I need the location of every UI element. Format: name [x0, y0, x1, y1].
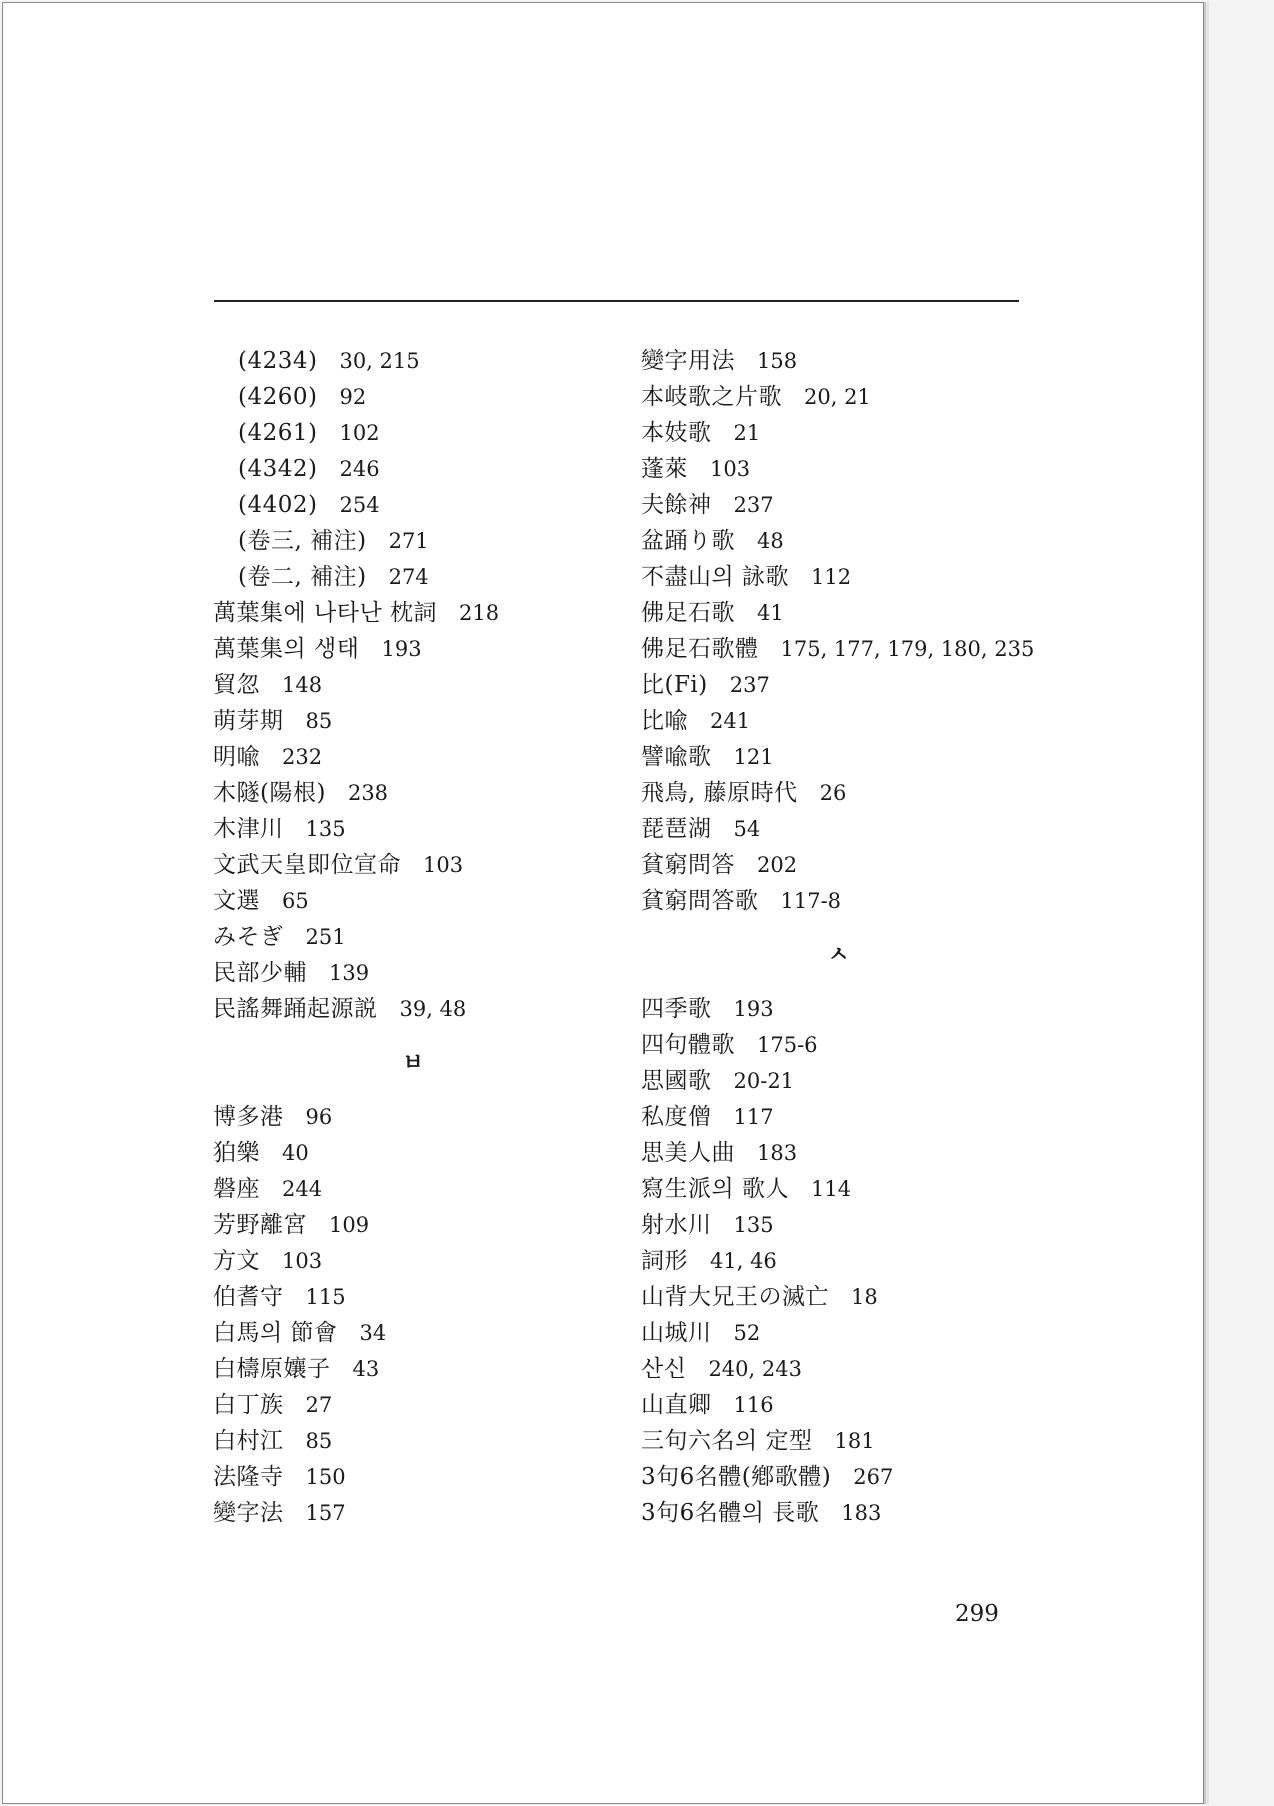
index-pages: 41, 46 [710, 1249, 777, 1273]
index-entry [641, 1063, 1061, 1099]
index-pages: 254 [339, 493, 380, 517]
index-pages: 102 [339, 421, 380, 445]
index-entry [213, 595, 613, 631]
index-term: 木隧(陽根) [213, 780, 326, 806]
page-number: 299 [955, 1601, 999, 1627]
index-pages: 54 [733, 817, 761, 841]
index-entry [213, 415, 613, 451]
index-term: 本妓歌 [641, 420, 712, 446]
index-entry [641, 883, 1061, 919]
index-entry [213, 1315, 613, 1351]
index-term: 比(Fi) [641, 672, 708, 698]
index-term: 博多港 [213, 1104, 284, 1130]
index-pages: 40 [282, 1141, 309, 1165]
index-entry [213, 847, 613, 883]
index-entry [213, 1207, 613, 1243]
index-column-right [641, 343, 1061, 1531]
index-pages: 39, 48 [399, 997, 467, 1021]
index-pages: 116 [733, 1393, 774, 1417]
index-pages: 48 [757, 529, 784, 553]
index-pages: 115 [305, 1285, 346, 1309]
index-pages: 183 [757, 1141, 798, 1165]
index-entry [641, 1495, 1061, 1531]
index-pages: 114 [811, 1177, 852, 1201]
index-pages: 65 [282, 889, 309, 913]
index-pages: 157 [305, 1501, 346, 1525]
index-entry [641, 451, 1061, 487]
index-entry [641, 1351, 1061, 1387]
index-pages: 41 [757, 601, 784, 625]
index-entry [641, 1099, 1061, 1135]
index-term: 盆踊り歌 [641, 528, 735, 554]
index-entry [213, 883, 613, 919]
index-pages: 232 [282, 745, 323, 769]
index-entry [641, 1423, 1061, 1459]
index-pages: 183 [841, 1501, 882, 1525]
index-term: みそぎ [213, 924, 284, 950]
index-pages: 20-21 [733, 1069, 795, 1093]
index-term: 方文 [213, 1248, 260, 1274]
index-term: 蓬萊 [641, 456, 688, 482]
index-term: 3句6名體의 長歌 [641, 1500, 820, 1526]
index-entry [213, 343, 613, 379]
index-pages: 150 [305, 1465, 346, 1489]
index-entry [213, 955, 613, 991]
index-pages: 85 [305, 1429, 333, 1453]
index-pages: 271 [388, 529, 429, 553]
index-entry [641, 1171, 1061, 1207]
index-term: 山背大兄王の滅亡 [641, 1284, 829, 1310]
index-term: 三句六名의 定型 [641, 1428, 813, 1454]
index-term: 萌芽期 [213, 708, 284, 734]
index-entry [641, 1243, 1061, 1279]
index-entry [213, 1171, 613, 1207]
index-term: (4342) [238, 456, 318, 482]
index-term: (4261) [238, 420, 318, 446]
index-term: (卷三, 補注) [238, 528, 367, 554]
index-pages: 246 [339, 457, 380, 481]
index-term: 民部少輔 [213, 960, 307, 986]
index-term: 文選 [213, 888, 260, 914]
index-pages: 103 [282, 1249, 323, 1273]
index-term: 思美人曲 [641, 1140, 735, 1166]
index-term: 伯耆守 [213, 1284, 284, 1310]
index-term: 寫生派의 歌人 [641, 1176, 790, 1202]
index-pages: 109 [329, 1213, 370, 1237]
index-entry [213, 379, 613, 415]
index-term: 思國歌 [641, 1068, 712, 1094]
index-entry [641, 487, 1061, 523]
index-term: 私度僧 [641, 1104, 712, 1130]
index-term: 木津川 [213, 816, 284, 842]
index-entry [213, 631, 613, 667]
index-term: (4234) [238, 348, 318, 374]
index-entry [641, 1279, 1061, 1315]
index-pages: 135 [305, 817, 346, 841]
index-pages: 181 [834, 1429, 875, 1453]
index-term: 射水川 [641, 1212, 712, 1238]
index-pages: 251 [305, 925, 346, 949]
index-entry [641, 847, 1061, 883]
index-pages: 237 [733, 493, 774, 517]
index-term: 四季歌 [641, 996, 712, 1022]
index-term: 山城川 [641, 1320, 712, 1346]
index-entry [641, 1135, 1061, 1171]
index-term: 本岐歌之片歌 [641, 384, 782, 410]
index-entry [641, 1027, 1061, 1063]
index-term: 貧窮問答 [641, 852, 735, 878]
index-pages: 241 [710, 709, 751, 733]
index-pages: 85 [305, 709, 333, 733]
index-pages: 43 [352, 1357, 380, 1381]
index-term: 四句體歌 [641, 1032, 735, 1058]
index-pages: 26 [819, 781, 847, 805]
index-entry [641, 739, 1061, 775]
index-entry [641, 1387, 1061, 1423]
index-pages: 117 [733, 1105, 774, 1129]
index-entry [641, 667, 1061, 703]
index-term: 明喩 [213, 744, 260, 770]
index-entry [641, 631, 1061, 667]
index-pages: 244 [282, 1177, 323, 1201]
index-term: 貧窮問答歌 [641, 888, 759, 914]
index-entry [213, 1279, 613, 1315]
index-pages: 175, 177, 179, 180, 235 [780, 637, 1035, 661]
index-term: 芳野離宮 [213, 1212, 307, 1238]
index-entry [213, 1387, 613, 1423]
index-term: 白村江 [213, 1428, 284, 1454]
index-pages: 240, 243 [708, 1357, 802, 1381]
index-term: 貿忽 [213, 672, 260, 698]
index-pages: 21 [733, 421, 761, 445]
book-page [2, 2, 1204, 1804]
index-entry [641, 595, 1061, 631]
index-entry [641, 523, 1061, 559]
index-entry [641, 1315, 1061, 1351]
index-term: 法隆寺 [213, 1464, 284, 1490]
index-entry [213, 919, 613, 955]
index-term: (卷二, 補注) [238, 564, 367, 590]
index-term: 白丁族 [213, 1392, 284, 1418]
index-term: 民謠舞踊起源説 [213, 996, 378, 1022]
index-term: 飛鳥, 藤原時代 [641, 780, 798, 806]
index-entry [213, 523, 613, 559]
index-entry [213, 487, 613, 523]
index-entry [213, 1135, 613, 1171]
index-pages: 103 [710, 457, 751, 481]
index-pages: 103 [423, 853, 464, 877]
index-pages: 218 [459, 601, 500, 625]
index-pages: 193 [733, 997, 774, 1021]
index-pages: 18 [851, 1285, 878, 1309]
index-term: 琵琶湖 [641, 816, 712, 842]
index-pages: 148 [282, 673, 323, 697]
index-pages: 121 [733, 745, 774, 769]
index-column-left [213, 343, 613, 1531]
index-pages: 117-8 [780, 889, 842, 913]
index-entry [641, 811, 1061, 847]
index-term: 狛樂 [213, 1140, 260, 1166]
index-entry [641, 1459, 1061, 1495]
index-pages: 139 [329, 961, 370, 985]
index-pages: 193 [381, 637, 422, 661]
index-term: 白馬의 節會 [213, 1320, 338, 1346]
index-term: 夫餘神 [641, 492, 712, 518]
index-term: (4260) [238, 384, 318, 410]
index-entry [641, 775, 1061, 811]
index-entry [213, 775, 613, 811]
index-entry [213, 451, 613, 487]
index-entry [213, 559, 613, 595]
index-entry [213, 1423, 613, 1459]
index-entry [213, 1243, 613, 1279]
index-pages: 238 [347, 781, 389, 805]
index-entry [213, 1495, 613, 1531]
index-term: 佛足石歌 [641, 600, 735, 626]
index-term: 比喩 [641, 708, 688, 734]
index-pages: 34 [359, 1321, 387, 1345]
index-entry [213, 1099, 613, 1135]
index-pages: 52 [733, 1321, 761, 1345]
index-pages: 175-6 [757, 1033, 818, 1057]
index-pages: 27 [305, 1393, 333, 1417]
index-term: 萬葉集의 생태 [213, 636, 360, 662]
index-term: 文武天皇即位宣命 [213, 852, 401, 878]
index-term: 變字用法 [641, 348, 735, 374]
index-entry [213, 1459, 613, 1495]
index-entry [641, 703, 1061, 739]
index-pages: 96 [305, 1105, 333, 1129]
index-entry [641, 559, 1061, 595]
index-pages: 158 [757, 349, 798, 373]
index-entry [641, 991, 1061, 1027]
index-entry [641, 343, 1061, 379]
index-entry [213, 703, 613, 739]
index-term: (4402) [238, 492, 318, 518]
index-pages: 202 [757, 853, 798, 877]
index-pages: 30, 215 [339, 349, 420, 373]
index-term: 白檮原孃子 [213, 1356, 331, 1382]
index-pages: 274 [388, 565, 429, 589]
index-entry [213, 667, 613, 703]
index-pages: 112 [811, 565, 852, 589]
index-term: 不盡山의 詠歌 [641, 564, 790, 590]
index-pages: 135 [733, 1213, 774, 1237]
index-term: 譬喩歌 [641, 744, 712, 770]
index-pages: 92 [339, 385, 367, 409]
index-term: 산신 [641, 1356, 687, 1382]
index-term: 變字法 [213, 1500, 284, 1526]
index-entry [213, 1351, 613, 1387]
index-pages: 267 [853, 1465, 894, 1489]
index-term: 萬葉集에 나타난 枕詞 [213, 600, 437, 626]
section-heading: ㅂ [402, 1050, 424, 1076]
header-rule [214, 300, 1019, 302]
index-entry [641, 1207, 1061, 1243]
index-entry [641, 379, 1061, 415]
index-term: 佛足石歌體 [641, 636, 759, 662]
index-term: 山直卿 [641, 1392, 712, 1418]
index-entry [641, 415, 1061, 451]
index-entry [213, 991, 613, 1027]
index-term: 磐座 [213, 1176, 260, 1202]
index-entry [213, 811, 613, 847]
index-pages: 237 [729, 673, 770, 697]
index-term: 詞形 [641, 1248, 688, 1274]
index-term: 3句6名體(鄕歌體) [641, 1464, 832, 1490]
index-entry [213, 739, 613, 775]
section-heading: ㅅ [827, 942, 850, 968]
index-pages: 20, 21 [804, 385, 871, 409]
